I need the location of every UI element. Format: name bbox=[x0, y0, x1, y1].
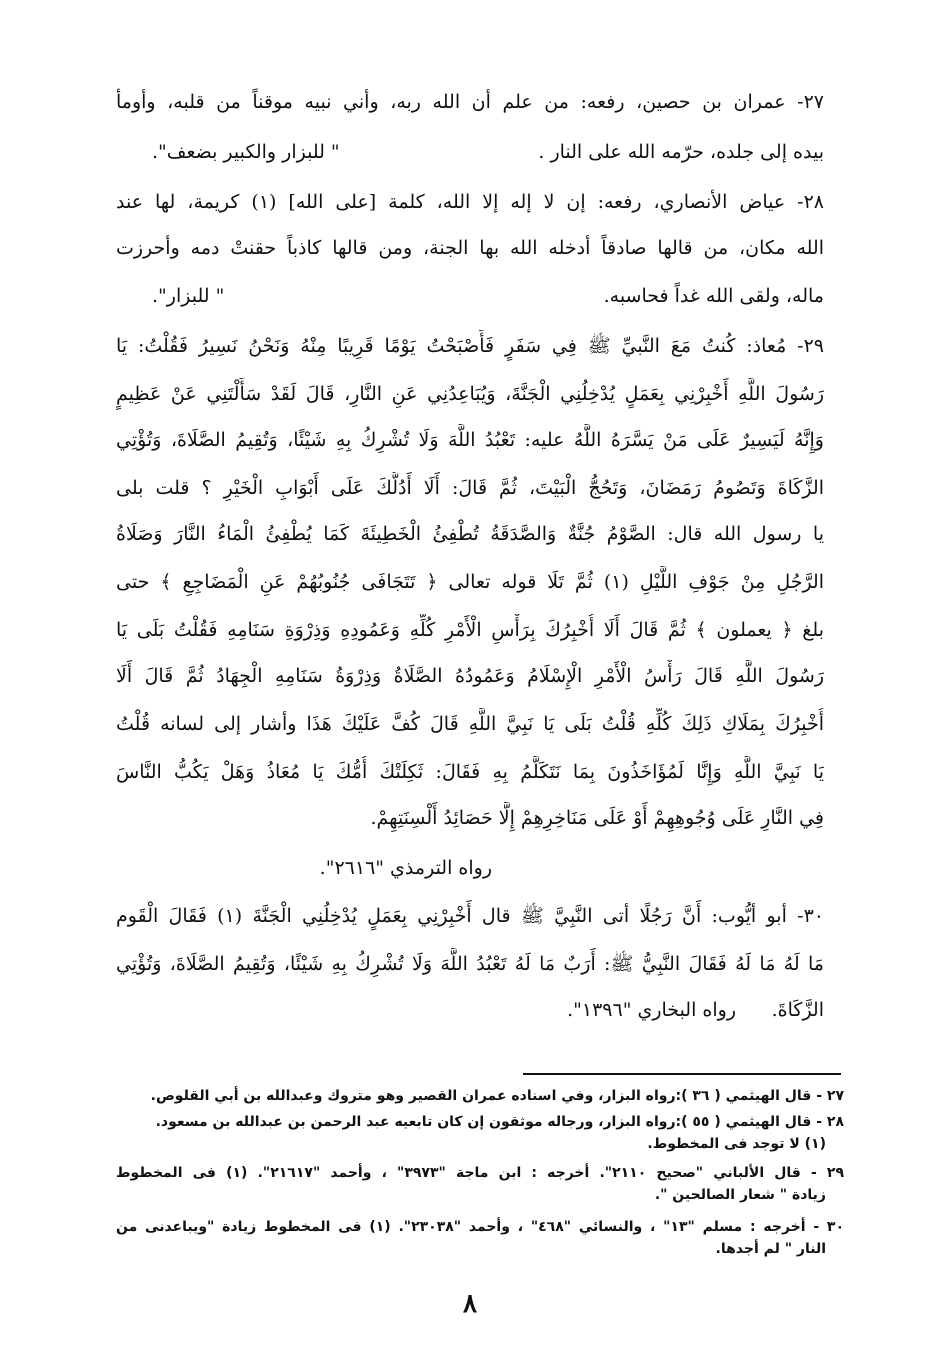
hadith-29-line-5: يا رسول الله قال: الصَّوْمُ جُنَّةٌ وَالصَّدَقَةُ تُطْفِئُ الْخَطِيئَةَ كَمَا يُطْفِئُ الْمَاءُ النَّارَ وَصَلَاةُ bbox=[116, 523, 824, 545]
hadith-30-line-3 bbox=[116, 994, 824, 1026]
hadith-29-line-6: الرَّجُلِ مِنْ جَوْفِ اللَّيْلِ (١) ثُمَّ تَلَا قوله تعالى ﴿ تَتَجَافَى جُنُوبُهُمْ عَنِ الْمَضَاجِعِ ﴾ حتى bbox=[116, 571, 824, 593]
hadith-28-line-1: ٢٨- عياض الأنصاري، رفعه: إن لا إله إلا الله، كلمة [على الله] (١) كريمة، لها عند bbox=[116, 191, 824, 213]
hadith-27-text: بيده إلى جلده، حرّمه الله على النار . bbox=[538, 141, 824, 163]
hadith-30-line-1: ٣٠- أبو أيُّوب: أَنَّ رَجُلًا أتى النَّبِيَّ ﷺ قال أَخْبِرْنِي بِعَمَلٍ يُدْخِلُنِي الْجَنَّةَ (١) فَقَالَ الْقَوم bbox=[116, 905, 824, 927]
footnote-29-continued: زيادة " شعار الصالحين ". bbox=[654, 1187, 826, 1203]
hadith-29-line-1: ٢٩- مُعاذ: كُنتُ مَعَ النَّبيِّ ﷺ فِي سَفَرٍ فَأَصْبَحْتُ يَوْمًا قَرِيبًا مِنْهُ وَنَحْنُ نَسِيرُ فَقُلْتُ: يَا bbox=[116, 335, 824, 357]
hadith-27-source: " للبزار والكبير بضعف". bbox=[152, 141, 340, 163]
hadith-29-line-7: بلغ ﴿ يعملون ﴾ ثُمَّ قَالَ أَلَا أُخْبِرُكَ بِرَأْسِ الْأَمْرِ كُلِّهِ وَعَمُودِهِ وَذِرْوَةِ سَنَامِهِ فَقُلْتُ بَلَى يَا bbox=[116, 619, 824, 641]
hadith-28-source: " للبزار". bbox=[152, 285, 225, 307]
hadith-29-line-4: الزَّكَاةَ وَتَصُومُ رَمَضَانَ، وَتَحُجُّ الْبَيْتَ، ثُمَّ قَالَ: أَلَا أَدُلُّكَ عَلَى أَبْوَابِ الْخَيْرِ ؟ قلت بلى bbox=[116, 477, 824, 499]
footnote-28-note-1: (١) لا توجد فى المخطوط. bbox=[647, 1136, 826, 1152]
hadith-27-line-1: ٢٧- عمران بن حصين، رفعه: من علم أن الله ربه، وأني نبيه موقناً من قلبه، وأومأ bbox=[116, 91, 824, 113]
footnote-30: ٣٠ - أخرجه : مسلم "١٣" ، والنسائي "٤٦٨" ، وأحمد "٢٣٠٣٨". (١) فى المخطوط زيادة "ويباعدنى من bbox=[116, 1219, 844, 1235]
footnote-30-continued: النار " لم أجدها. bbox=[715, 1241, 826, 1257]
hadith-28-line-2: الله مكان، من قالها صادقاً أدخله الله بها الجنة، ومن قالها كاذباً حقنتْ دمه وأحرزت bbox=[116, 237, 824, 259]
footnote-29: ٢٩ - قال الألباني "صحيح ٢١١٠". أخرجه : ابن ماجة "٣٩٧٣" ، وأحمد "٢١٦١٧". (١) فى المخطوط bbox=[116, 1165, 844, 1181]
hadith-30-text: الزَّكَاةَ. bbox=[771, 999, 824, 1021]
page-number: ٨ bbox=[463, 1289, 477, 1319]
hadith-29-line-3: وَإِنَّهُ لَيَسِيرٌ عَلَى مَنْ يَسَّرَهُ اللَّهُ عليه: تَعْبُدُ اللَّهَ وَلَا تُشْرِكُ بِهِ شَيْئًا، وَتُقِيمُ الصَّلَاةَ، وَتُؤْتِي bbox=[116, 429, 824, 451]
hadith-30-source: رواه البخاري "١٣٩٦". bbox=[567, 999, 736, 1021]
footnote-divider bbox=[523, 1073, 841, 1075]
footnote-27: ٢٧ - قال الهيثمي ( ٣٦ ):رواه البزار، وفي اسناده عمران القصير وهو متروك وعبدالله بن أبي القلوص. bbox=[150, 1088, 844, 1104]
hadith-29-line-2: رَسُولَ اللَّهِ أَخْبِرْنِي بِعَمَلٍ يُدْخِلُنِي الْجَنَّةَ، وَيُبَاعِدُنِي عَنِ النَّارِ، قَالَ لَقَدْ سَأَلْتَنِي عَنْ عَظِيمٍ bbox=[116, 383, 824, 405]
hadith-29-line-11: فِي النَّارِ عَلَى وُجُوهِهِمْ أَوْ عَلَى مَنَاخِرِهِمْ إِلَّا حَصَائِدُ أَلْسِنَتِهِمْ. bbox=[370, 807, 824, 829]
hadith-29-line-8: رَسُولَ اللَّهِ قَالَ رَأْسُ الْأَمْرِ الْإِسْلَامُ وَعَمُودُهُ الصَّلَاةُ وَذِرْوَةُ سَنَامِهِ الْجِهَادُ ثُمَّ قَالَ أَلَا bbox=[116, 665, 824, 687]
hadith-29-line-10: يَا نَبِيَّ اللَّهِ وَإِنَّا لَمُؤَاخَذُونَ بِمَا نَتَكَلَّمُ بِهِ فَقَالَ: ثَكِلَتْكَ أُمُّكَ يَا مُعَاذُ وَهَلْ يَكُبُّ النَّاسَ bbox=[116, 761, 824, 783]
footnote-28: ٢٨ - قال الهيثمي ( ٥٥ ):رواه البزار، ورجاله موثقون إن كان تابعيه عبد الرحمن بن عبدالله بن مسعود. bbox=[155, 1114, 844, 1130]
hadith-28-text: ماله، ولقى الله غداً فحاسبه. bbox=[603, 285, 824, 307]
hadith-27-line-2 bbox=[116, 136, 824, 168]
hadith-29-source: رواه الترمذي "٢٦١٦". bbox=[319, 857, 492, 879]
hadith-30-line-2: مَا لَهُ مَا لَهُ فَقَالَ النَّبِيُّ ﷺ: أَرَبٌ مَا لَهُ تَعْبُدُ اللَّهَ وَلَا تُشْرِكُ بِهِ شَيْئًا، وَتُقِيمُ الصَّلَاةَ، وَتُؤْتِي bbox=[116, 953, 824, 975]
hadith-29-line-9: أُخْبِرُكَ بِمَلَاكِ ذَلِكَ كُلِّهِ قُلْتُ بَلَى يَا نَبِيَّ اللَّهِ قَالَ كُفَّ عَلَيْكَ هَذَا وأشار إلى لسانه قُلْتُ bbox=[116, 713, 824, 735]
hadith-28-line-3 bbox=[116, 280, 824, 312]
